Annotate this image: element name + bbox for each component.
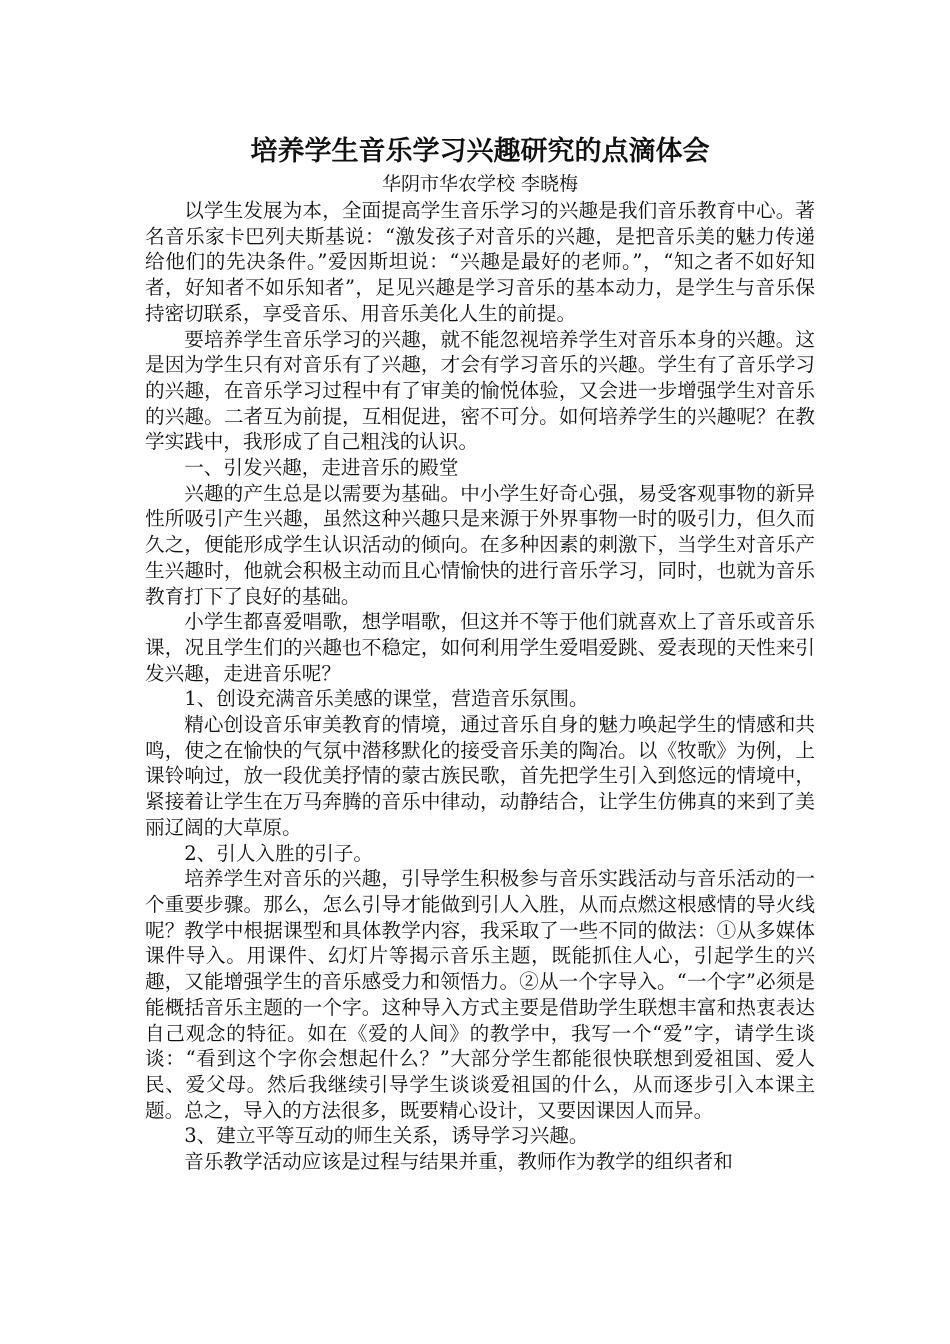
subsection-heading-2: 2、引人入胜的引子。 — [184, 841, 373, 865]
subsection-heading-3: 3、建立平等互动的师生关系，诱导学习兴趣。 — [184, 1124, 589, 1148]
section-heading-1: 一、引发兴趣，走进音乐的殿堂 — [184, 456, 459, 480]
author-line: 华阴市华农学校 李晓梅 — [381, 173, 579, 195]
subsection-heading-1: 1、创设充满音乐美感的课堂，营造音乐氛围。 — [184, 687, 589, 711]
paragraph-pupils-singing: 小学生都喜爱唱歌，想学唱歌，但这并不等于他们就喜欢上了音乐或音乐课，况且学生们的兴趣也不稳定，如何利用学生爱唱爱跳、爱表现的天性来引发兴趣，走进音乐呢？ — [145, 610, 815, 685]
paragraph-origin-of-interest: 兴趣的产生总是以需要为基础。中小学生好奇心强，易受客观事物的新异性所吸引产生兴趣，虽然这种兴趣只是来源于外界事物一时的吸引力，但久而久之，便能形成学生认识活动的倾向。在多种因素的刺激下，当学生对音乐产生兴趣时，他就会积极主动而且心情愉快的进行音乐学习，同时，也就为音乐教育打下了良好的基础。 — [145, 481, 815, 608]
document-title: 培养学生音乐学习兴趣研究的点滴体会 — [250, 136, 710, 167]
paragraph-teacher-student: 音乐教学活动应该是过程与结果并重，教师作为教学的组织者和 — [184, 1150, 733, 1174]
paragraph-intro: 以学生发展为本，全面提高学生音乐学习的兴趣是我们音乐教育中心。著名音乐家卡巴列夫斯基说：“激发孩子对音乐的兴趣，是把音乐美的魅力传递给他们的先决条件。”爱因斯坦说：“兴趣是最好的老师。”，“知之者不如好知者，好知者不如乐知者”，足见兴趣是学习音乐的基本动力，是学生与音乐保持密切联系，享受音乐、用音乐美化人生的前提。 — [145, 199, 815, 325]
paragraph-introduction-methods: 培养学生对音乐的兴趣，引导学生积极参与音乐实践活动与音乐活动的一个重要步骤。那么，怎么引导才能做到引人入胜，从而点燃这根感情的导火线呢？教学中根据课型和具体教学内容，我采取了一些不同的做法：①从多媒体课件导入。用课件、幻灯片等揭示音乐主题，既能抓住人心，引起学生的兴趣，又能增强学生的音乐感受力和领悟力。②从一个字导入。“一个字”必须是能概括音乐主题的一个字。这种导入方式主要是借助学生联想丰富和热衷表达自己观念的特征。如在《爱的人间》的教学中，我写一个“爱”字，请学生谈谈：“看到这个字你会想起什么？”大部分学生都能很快联想到爱祖国、爱人民、爱父母。然后我继续引导学生谈谈爱祖国的什么，从而逐步引入本课主题。总之，导入的方法很多，既要精心设计，又要因课因人而异。 — [145, 867, 815, 1122]
paragraph-interest: 要培养学生音乐学习的兴趣，就不能忽视培养学生对音乐本身的兴趣。这是因为学生只有对音乐有了兴趣，才会有学习音乐的兴趣。学生有了音乐学习的兴趣，在音乐学习过程中有了审美的愉悦体验，又会进一步增强学生对音乐的兴趣。二者互为前提，互相促进，密不可分。如何培养学生的兴趣呢？在教学实践中，我形成了自己粗浅的认识。 — [145, 327, 815, 454]
document-body — [145, 134, 815, 1175]
paragraph-music-atmosphere: 精心创设音乐审美教育的情境，通过音乐自身的魅力唤起学生的情感和共鸣，使之在愉快的气氛中潜移默化的接受音乐美的陶冶。以《牧歌》为例，上课铃响过，放一段优美抒情的蒙古族民歌，首先把学生引入到悠远的情境中，紧接着让学生在万马奔腾的音乐中律动，动静结合，让学生仿佛真的来到了美丽辽阔的大草原。 — [145, 713, 815, 839]
